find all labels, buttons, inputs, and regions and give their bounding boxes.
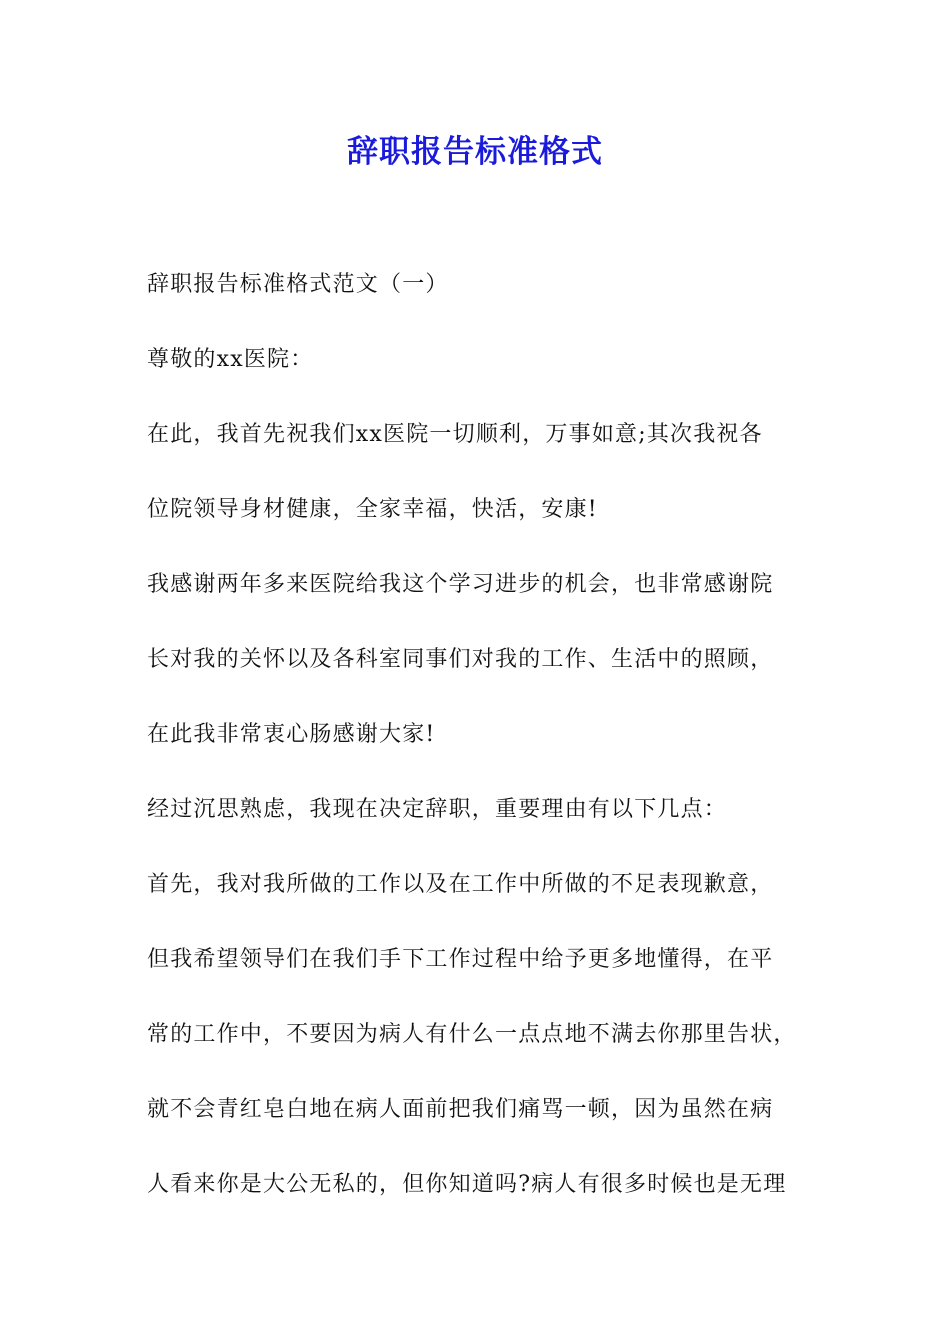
paragraph-line: 就不会青红皂白地在病人面前把我们痛骂一顿，因为虽然在病 bbox=[147, 1097, 774, 1122]
paragraph-line: 长对我的关怀以及各科室同事们对我的工作、生活中的照顾， bbox=[147, 647, 774, 672]
paragraph-line: 常的工作中，不要因为病人有什么一点点地不满去你那里告状， bbox=[147, 1022, 797, 1047]
paragraph-line: 我感谢两年多来医院给我这个学习进步的机会，也非常感谢院 bbox=[147, 572, 774, 597]
salutation-line: 尊敬的xx医院： bbox=[147, 347, 314, 372]
paragraph-line: 人看来你是大公无私的，但你知道吗?病人有很多时候也是无理 bbox=[147, 1172, 787, 1197]
paragraph-line: 但我希望领导们在我们手下工作过程中给予更多地懂得，在平 bbox=[147, 947, 774, 972]
paragraph-line: 在此我非常衷心肠感谢大家! bbox=[147, 722, 436, 747]
paragraph-line: 首先，我对我所做的工作以及在工作中所做的不足表现歉意， bbox=[147, 872, 774, 897]
paragraph-line: 位院领导身材健康，全家幸福，快活，安康! bbox=[147, 497, 598, 522]
paragraph-line: 在此，我首先祝我们xx医院一切顺利，万事如意;其次我祝各 bbox=[147, 422, 763, 447]
heading-line: 辞职报告标准格式范文（一） bbox=[147, 272, 449, 297]
paragraph-line: 经过沉思熟虑，我现在决定辞职，重要理由有以下几点： bbox=[147, 797, 728, 822]
document-title: 辞职报告标准格式 bbox=[347, 134, 603, 170]
document-body bbox=[147, 262, 812, 1237]
